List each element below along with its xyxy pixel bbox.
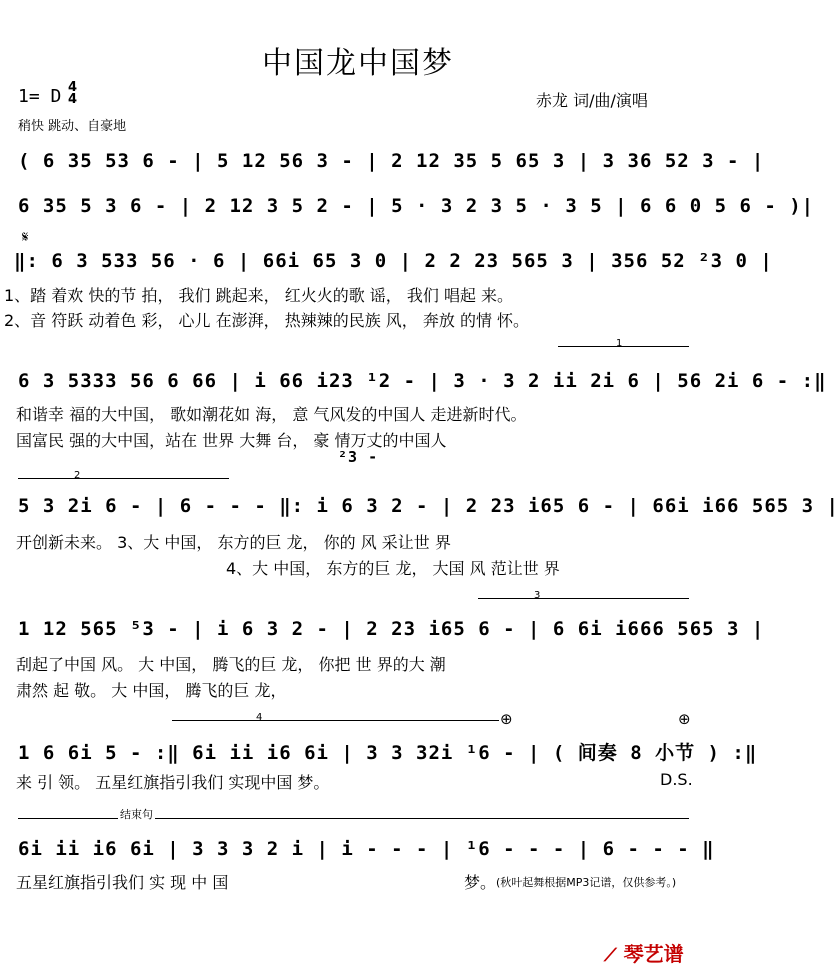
ending-label: 结束句 [120, 808, 153, 821]
tempo-marking: 稍快 跳动、自豪地 [18, 119, 127, 134]
lyrics-row-7: 来 引 领。 五星红旗指引我们 实现中国 梦。 [16, 773, 330, 792]
volta-1-number: 1 [616, 338, 623, 349]
lyrics-row-6-verse-3: 刮起了中国 风。 大 中国， 腾飞的巨 龙， 你把 世 界的大 潮 [16, 655, 446, 674]
coda-symbol: ⊕ [500, 710, 513, 728]
score-row-4: 6 3 5333 56 6 66 | i 66 i23 ¹2 - | 3 · 3 2 ii 2i 6 | 56 2i 6 - :‖ [18, 370, 827, 392]
score-row-1: ( 6 35 53 6 - | 5 12 56 3 - | 2 12 35 5 65 3 | 3 36 52 3 - | [18, 150, 765, 172]
volta-3-bracket [478, 598, 689, 599]
lyrics-row-3-verse-1: 1、踏 着欢 快的节 拍， 我们 跳起来， 红火火的歌 谣， 我们 唱起 来。 [4, 286, 514, 305]
time-sig-top: 4 [68, 80, 78, 95]
segno-symbol: 𝄋 [22, 228, 29, 246]
time-signature [68, 82, 77, 106]
score-row-7: 1 6 6i 5 - :‖ 6i ii i6 6i | 3 3 32i ¹6 - | ( 间奏 8 小节 ) :‖ [18, 742, 758, 764]
dal-segno-mark: D.S. [660, 770, 693, 789]
score-row-2: 6 35 5 3 6 - | 2 12 3 5 2 - | 5 · 3 2 3 5 · 3 5 | 6 6 0 5 6 - )| [18, 195, 815, 217]
transcription-footnote: (秋叶起舞根据MP3记谱，仅供参考。) [496, 876, 677, 889]
score-row-5: 5 3 2i 6 - | 6 - - - ‖: i 6 3 2 - | 2 23 i65 6 - | 66i i66 565 3 | [18, 495, 839, 517]
lyrics-row-3-verse-2: 2、音 符跃 动着色 彩， 心儿 在澎湃， 热辣辣的民族 风， 奔放 的情 怀。 [4, 311, 530, 330]
song-title: 中国龙中国梦 [262, 46, 454, 81]
volta-4-bracket [172, 720, 499, 721]
credit-line: 赤龙 词/曲/演唱 [536, 91, 648, 110]
score-row-8: 6i ii i6 6i | 3 3 3 2 i | i - - - | ¹6 - - - | 6 - - - ‖ [18, 838, 715, 860]
logo-text: 琴艺谱 [623, 942, 684, 966]
score-row-6: 1 12 565 ⁵3 - | i 6 3 2 - | 2 23 i65 6 - | 6 6i i666 565 3 | [18, 618, 765, 640]
time-sig-bottom: 4 [68, 92, 78, 107]
lyrics-row-6-verse-4: 肃然 起 敬。 大 中国， 腾飞的巨 龙， [16, 681, 287, 700]
volta-2-number: 2 [74, 470, 81, 481]
lyrics-row-8: 五星红旗指引我们 实 现 中 国 [16, 873, 229, 892]
lyrics-row-5-verse-3: 开创新未来。 3、大 中国， 东方的巨 龙， 你的 风 采让世 界 [16, 533, 451, 552]
lyrics-row-5-verse-4: 4、大 中国， 东方的巨 龙， 大国 风 范让世 界 [226, 559, 560, 578]
volta-2-bracket [18, 478, 229, 479]
alternate-note: ²3 - [338, 448, 379, 466]
score-row-3: ‖: 6 3 533 56 · 6 | 66i 65 3 0 | 2 2 23 565 3 | 356 52 ²3 0 | [14, 250, 773, 272]
lyrics-row-4-verse-1: 和谐幸 福的大中国， 歌如潮花如 海， 意 气风发的中国人 走进新时代。 [16, 405, 527, 424]
coda-symbol-right: ⊕ [678, 710, 691, 728]
site-logo [604, 938, 684, 967]
logo-icon: ⟋ [604, 945, 617, 966]
volta-4-number: 4 [256, 712, 263, 723]
key-signature: 1= D [18, 86, 62, 107]
volta-1-bracket [558, 346, 689, 347]
lyrics-row-8-end: 梦。 [464, 873, 497, 892]
lyrics-row-4-verse-2: 国富民 强的大中国，站在 世界 大舞 台， 豪 情万丈的中国人 [16, 431, 447, 450]
volta-3-number: 3 [534, 590, 541, 601]
